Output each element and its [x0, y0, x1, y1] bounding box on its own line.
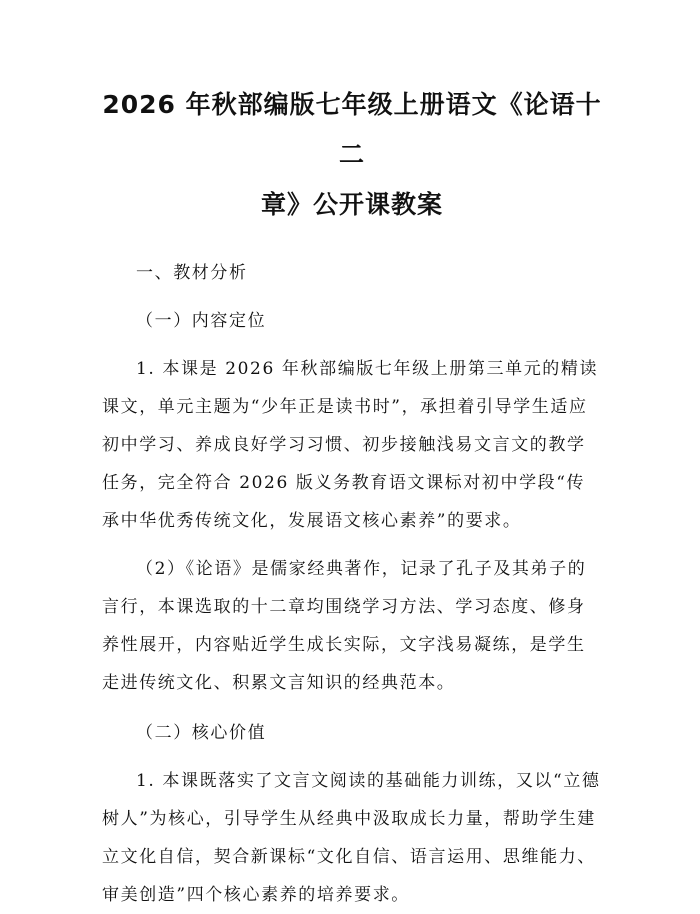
title-line-2: 章》公开课教案 [260, 190, 443, 219]
subsection-heading-content-positioning: （一）内容定位 [136, 311, 267, 331]
paragraph-content-positioning-1: 1. 本课是 2026 年秋部编版七年级上册第三单元的精读课文，单元主题为“少年正是读书时”，承担着引导学生适应初中学习、养成良好学习习惯、初步接触浅易文言文的教学任务，完全符合 2026 版义务教育语文课标对初中学段“传承中华优秀传统文化，发展语文核心素养”的要求。 [102, 359, 599, 531]
paragraph-content-positioning-2: （2）《论语》是儒家经典著作，记录了孔子及其弟子的言行，本课选取的十二章均围绕学习方法、学习态度、修身养性展开，内容贴近学生成长实际，文字浅易凝练，是学生走进传统文化、积累文言知识的经典范本。 [102, 559, 587, 693]
document-title [102, 80, 602, 230]
title-line-1: 2026 年秋部编版七年级上册语文《论语十二 [102, 90, 602, 169]
paragraph-core-value-1: 1. 本课既落实了文言文阅读的基础能力训练，又以“立德树人”为核心，引导学生从经典中汲取成长力量，帮助学生建立文化自信，契合新课标“文化自信、语言运用、思维能力、审美创造”四个核心素养的培养要求。 [102, 771, 601, 905]
section-heading-teaching-material-analysis: 一、教材分析 [136, 263, 248, 283]
subsection-heading-core-value: （二）核心价值 [136, 723, 267, 743]
